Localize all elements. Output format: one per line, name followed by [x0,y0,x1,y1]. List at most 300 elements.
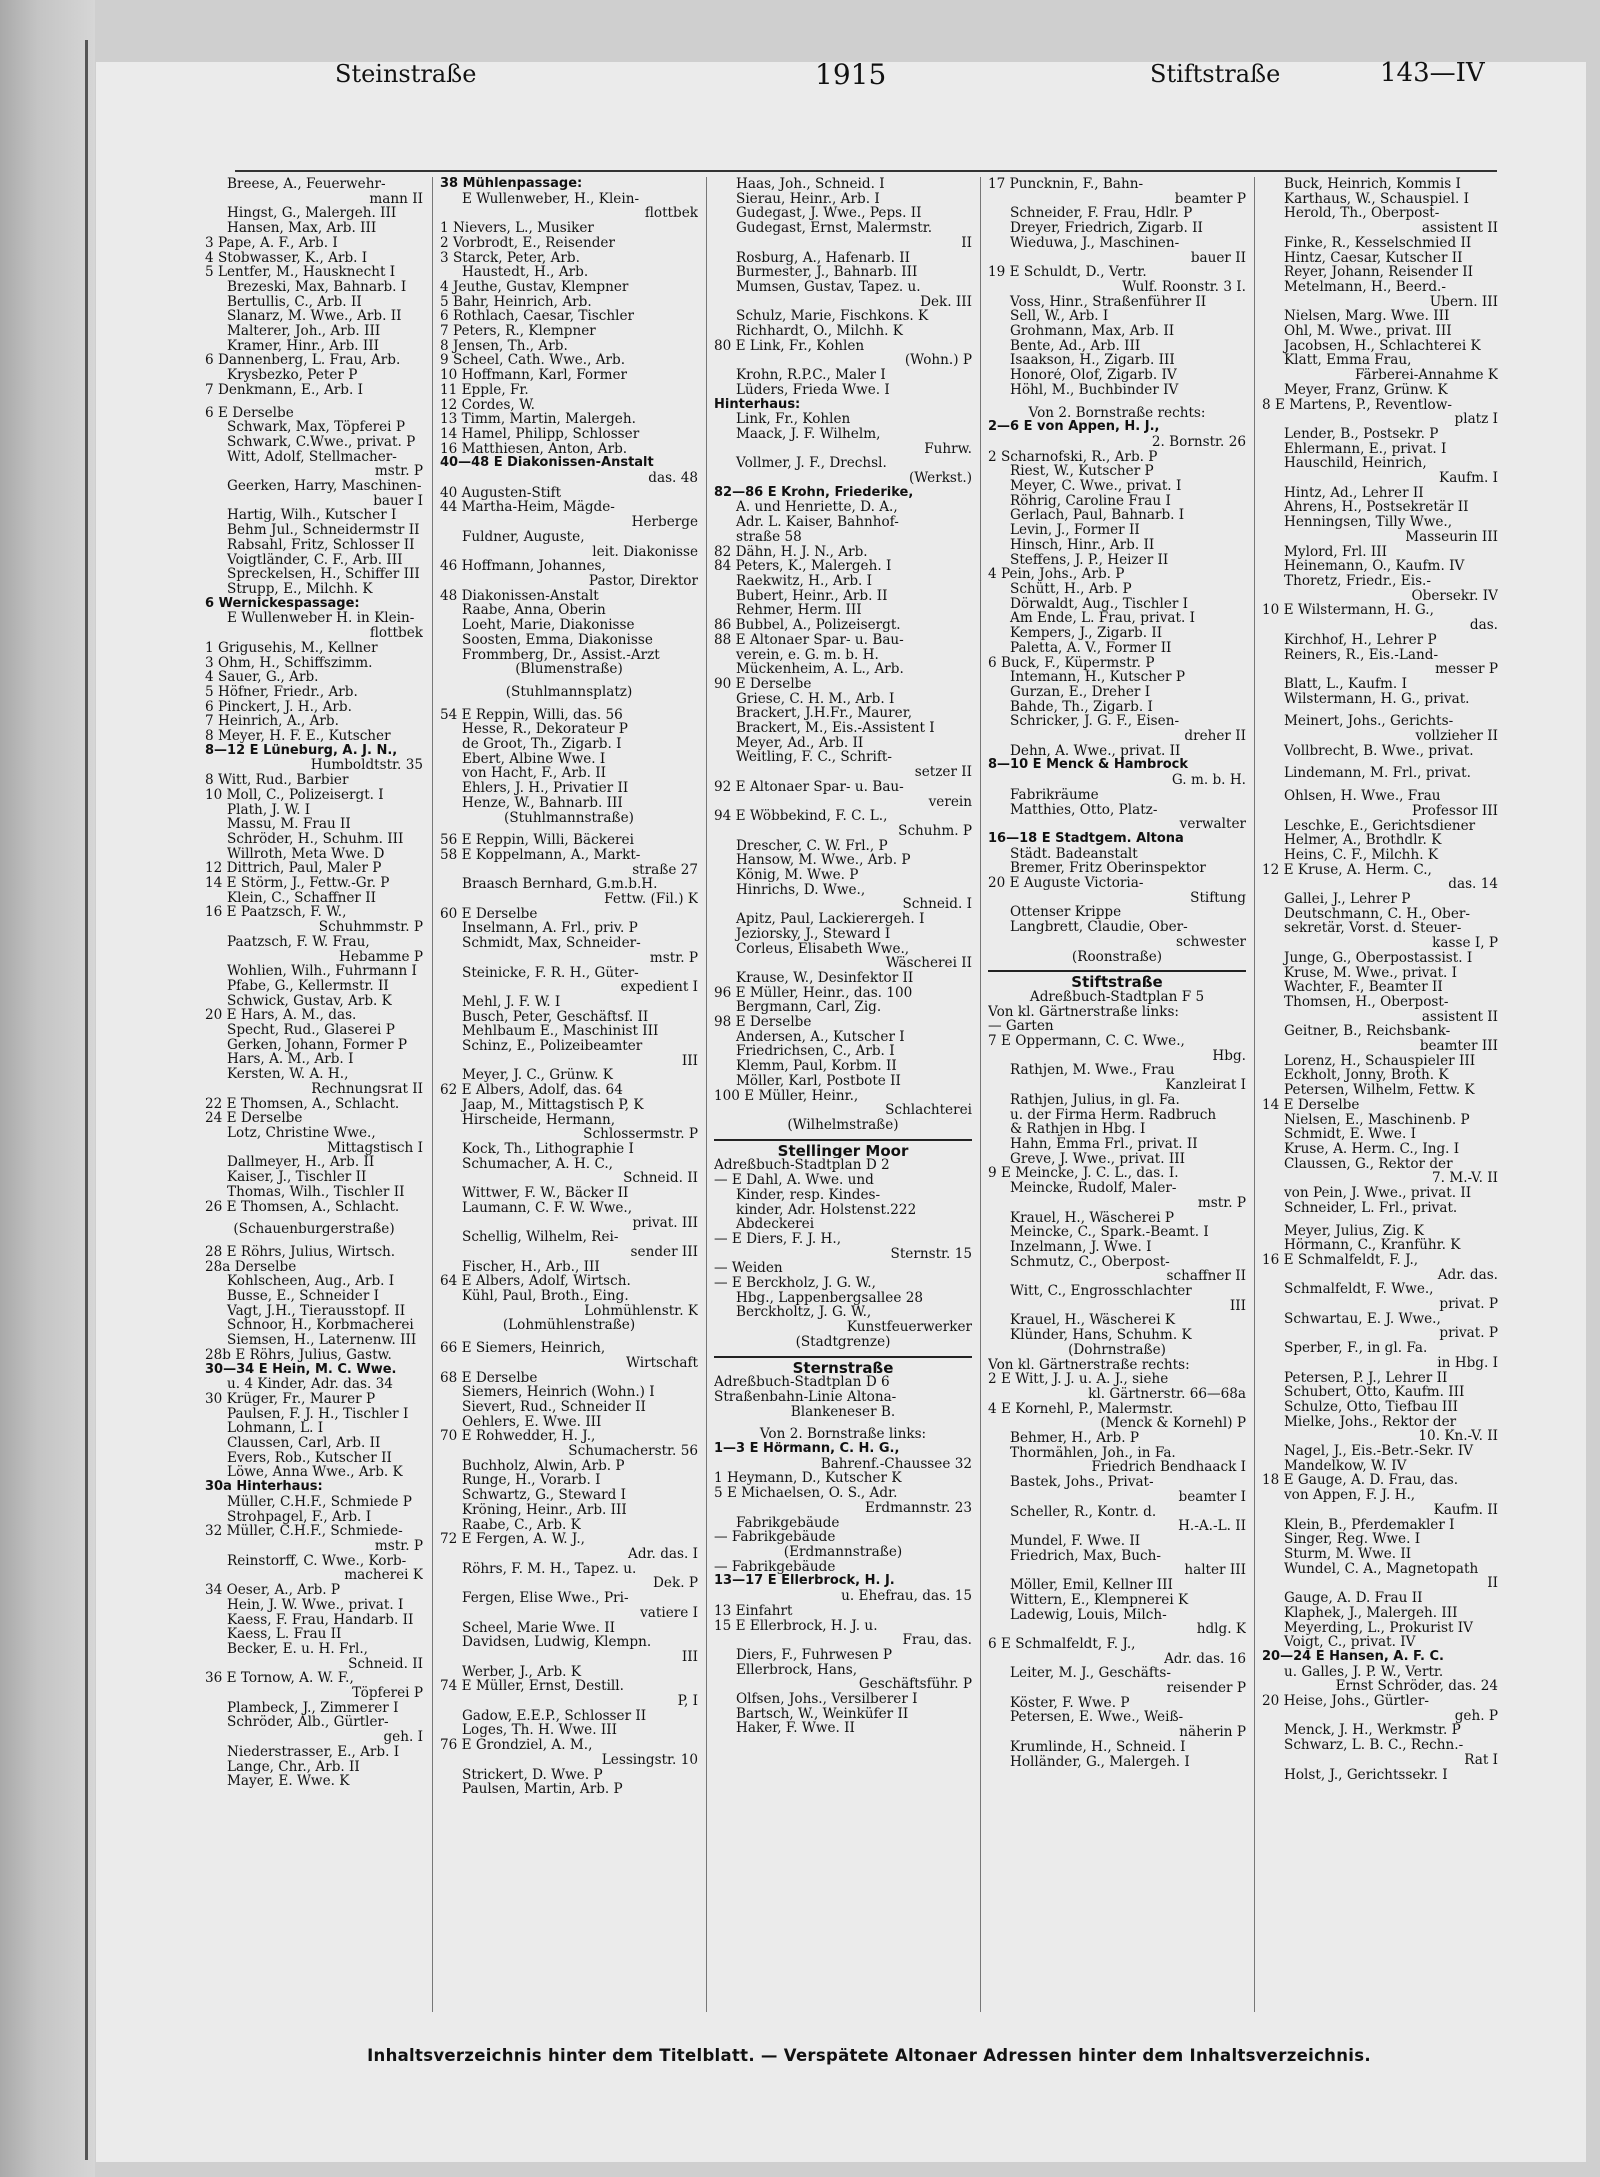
directory-entry: Gerken, Johann, Former P [227,1037,407,1053]
directory-entry: Meyerding, L., Prokurist IV [1284,1620,1473,1636]
directory-entry: Dreyer, Friedrich, Zigarb. II [1010,221,1203,236]
directory-entry: Meyer, Ad., Arb. II [736,735,864,751]
directory-entry: Schwick, Gustav, Arb. K [227,993,392,1009]
directory-entry: Claussen, Carl, Arb. II [227,1436,381,1451]
directory-entry: Thomsen, H., Oberpost- [1284,994,1449,1010]
directory-entry: 54 E Reppin, Willi, das. 56 [440,707,623,723]
directory-entry: Adr. das. [1437,1267,1498,1283]
directory-column-3 [714,177,972,2017]
directory-entry: Schneider, L. Frl., privat. [1284,1200,1458,1216]
directory-entry: Herberge [631,515,698,530]
directory-entry: Kramer, Hinr., Arb. III [227,338,380,354]
directory-entry: Wachter, F., Beamter II [1284,980,1443,995]
directory-entry: Röhrig, Caroline Frau I [1010,493,1171,509]
directory-entry: 100 E Müller, Heinr., [714,1088,859,1104]
directory-entry: 66 E Siemers, Heinrich, [440,1341,606,1356]
directory-entry: Humboldtstr. 35 [310,758,423,774]
directory-entry: 3 Pape, A. F., Arb. I [205,235,338,251]
directory-entry: macherei K [344,1568,423,1584]
header-left-street: Steinstraße [335,60,477,88]
directory-entry: Schellig, Wilhelm, Rei- [462,1230,619,1245]
directory-entry: Von kl. Gärtnerstraße links: [988,1004,1180,1020]
directory-entry: von Hacht, F., Arb. II [462,766,607,782]
directory-entry: Kaess, L. Frau II [227,1627,342,1642]
directory-entry: Hirscheide, Hermann, [462,1112,616,1128]
directory-entry: Ahrens, H., Postsekretär II [1284,500,1469,516]
directory-entry: Raabe, C., Arb. K [462,1517,581,1533]
directory-entry: Nielsen, E., Maschinenb. P [1284,1112,1470,1128]
cross-street-note: (Dohrnstraße) [1068,1342,1166,1358]
section-rule [714,1356,972,1358]
directory-entry: 20 E Hars, A. M., das. [205,1008,357,1024]
directory-entry: Fuldner, Auguste, [462,529,585,545]
directory-entry: 8 Meyer, H. F. E., Kutscher [205,729,391,744]
spacer [440,700,698,708]
directory-entry: Bahde, Th., Zigarb. I [1010,699,1153,715]
directory-entry: (Werkst.) [908,471,972,486]
directory-entry: Klatt, Emma Frau, [1284,353,1412,369]
directory-entry: Diers, F., Fuhrwesen P [736,1647,893,1663]
directory-entry: 34 Oeser, A., Arb. P [205,1583,341,1598]
directory-entry: Siemsen, H., Laternenw. III [227,1333,417,1348]
directory-entry: 82 Dähn, H. J. N., Arb. [714,544,868,560]
directory-entry: König, M. Wwe. P [736,868,859,883]
directory-entry: 4 E Kornehl, P., Malermstr. [988,1401,1174,1417]
directory-entry: Runge, H., Vorarb. I [462,1473,601,1489]
spacer [1262,1216,1498,1224]
directory-entry: Paulsen, Martin, Arb. P [462,1782,623,1797]
directory-entry: kl. Gärtnerstr. 66—68a [1088,1386,1246,1402]
directory-entry: 6 E Derselbe [205,405,294,421]
directory-entry: Gudegast, Ernst, Malermstr. [736,221,933,236]
directory-entry: Wilstermann, H. G., privat. [1284,691,1470,707]
directory-entry: sekretär, Vorst. d. Steuer- [1284,921,1462,937]
cross-street-note: (Stuhlmannstraße) [504,810,634,826]
directory-entry: Helmer, A., Brothdlr. K [1284,833,1442,848]
directory-entry: P, I [677,1694,698,1709]
directory-entry: 3 Ohm, H., Schiffszimm. [205,655,373,671]
directory-entry: III [681,1649,698,1665]
directory-entry: privat. III [632,1215,698,1231]
directory-entry: Adreßbuch-Stadtplan D 2 [714,1158,890,1174]
directory-entry: 9 Scheel, Cath. Wwe., Arb. [440,353,626,369]
directory-entry: von Appen, F. J. H., [1284,1488,1416,1503]
street-heading: Stiftstraße [1071,975,1163,990]
directory-entry: 58 E Koppelmann, A., Markt- [440,847,641,863]
directory-entry: 14 E Derselbe [1262,1097,1360,1113]
directory-entry: Holländer, G., Malergeh. I [1010,1754,1190,1770]
directory-entry: Bartsch, W., Weinküfer II [736,1706,909,1722]
directory-entry: 1 Grigusehis, M., Kellner [205,640,378,656]
directory-entry: Vagt, J.H., Tierausstopf. II [227,1303,406,1319]
directory-entry: Inzelmann, J. Wwe. I [1010,1239,1152,1255]
directory-entry: Gerlach, Paul, Bahnarb. I [1010,508,1185,524]
directory-entry: Rabsahl, Fritz, Schlosser II [227,537,415,553]
directory-entry: Strohpagel, F., Arb. I [227,1509,372,1525]
directory-entry: Siemers, Heinrich (Wohn.) I [462,1385,655,1400]
directory-entry: Kaufm. II [1433,1502,1498,1518]
directory-entry: Bertullis, C., Arb. II [227,294,362,310]
directory-entry: Apitz, Paul, Lackierergeh. I [736,912,925,927]
directory-entry: Wittern, E., Klempnerei K [1010,1592,1189,1608]
directory-entry: Willroth, Meta Wwe. D [227,846,385,862]
directory-entry: Reiners, R., Eis.-Land- [1284,647,1439,663]
house-entry: 82—86 E Krohn, Friederike, [714,485,914,500]
directory-entry: 10 E Wilstermann, H. G., [1262,603,1434,619]
directory-entry: Pfabe, G., Kellermstr. II [227,978,389,994]
directory-entry: Brackert, J.H.Fr., Maurer, [736,706,913,722]
directory-entry: 6 Rothlach, Caesar, Tischler [440,309,634,325]
column-divider [432,177,433,2012]
directory-entry: mann II [369,191,423,207]
directory-entry: Am Ende, L. Frau, privat. I [1010,611,1196,627]
directory-entry: 28 E Röhrs, Julius, Wirtsch. [205,1244,396,1260]
directory-entry: Ehlers, J. H., Privatier II [462,781,629,796]
directory-entry: Gadow, E.E.P., Schlosser II [462,1708,647,1724]
directory-entry: Menck, J. H., Werkmstr. P [1284,1723,1461,1739]
directory-entry: — E Berckholz, J. G. W., [714,1276,876,1291]
directory-entry: — Fabrikgebäude [714,1530,836,1545]
house-entry: 40—48 E Diakonissen-Anstalt [440,456,654,471]
directory-entry: Schnoor, H., Korbmacherei [227,1318,414,1334]
directory-entry: Schulz, Marie, Fischkons. K [736,309,929,325]
directory-entry: Dallmeyer, H., Arb. II [227,1155,375,1171]
directory-entry: Köster, F. Wwe. P [1010,1695,1130,1711]
house-entry: 13—17 E Ellerbrock, H. J. [714,1574,895,1589]
directory-entry: Hansow, M. Wwe., Arb. P [736,853,911,869]
directory-entry: Kaufm. I [1439,471,1498,486]
directory-entry: Adr. das. 16 [1164,1651,1246,1667]
directory-entry: Fabrikräume [1010,787,1099,803]
directory-entry: Masseurin III [1405,529,1498,545]
directory-entry: Lange, Chr., Arb. II [227,1759,360,1775]
directory-entry: Bubert, Heinr., Arb. II [736,588,888,604]
directory-entry: Laumann, C. F. W. Wwe., [462,1200,633,1216]
house-entry: 2—6 E von Appen, H. J., [988,420,1160,435]
directory-entry: 1 Heymann, D., Kutscher K [714,1471,902,1487]
directory-entry: Vollbrecht, B. Wwe., privat. [1284,743,1474,759]
directory-entry: Färberei-Annahme K [1355,368,1498,383]
directory-entry: Müller, C.H.F., Schmiede P [227,1494,412,1510]
directory-entry: Thoretz, Friedr., Eis.- [1284,573,1431,589]
directory-entry: Erdmannstr. 23 [864,1500,972,1516]
directory-entry: Kühl, Paul, Broth., Eing. [462,1289,629,1304]
directory-entry: Mehl, J. F. W. I [462,994,561,1010]
directory-entry: Lohmühlenstr. K [584,1303,698,1319]
directory-entry: E Wullenweber H. in Klein- [227,611,415,627]
house-entry: 16—18 E Stadtgem. Altona [988,831,1184,846]
directory-entry: Hahn, Emma Frl., privat. II [1010,1137,1198,1152]
directory-entry: 24 E Derselbe [205,1111,303,1126]
directory-entry: Reinstorff, C. Wwe., Korb- [227,1553,407,1569]
directory-entry: Dek. III [920,294,972,310]
directory-entry: 62 E Albers, Adolf, das. 64 [440,1083,623,1098]
directory-entry: Jaap, M., Mittagstisch P, K [462,1097,644,1113]
directory-entry: 2 Scharnofski, R., Arb. P [988,449,1158,465]
directory-entry: Städt. Badeanstalt [1010,846,1138,862]
directory-entry: Langbrett, Claudie, Ober- [1010,920,1188,935]
directory-entry: Kersten, W. A. H., [227,1067,349,1082]
directory-entry: Deutschmann, C. H., Ober- [1284,906,1471,922]
directory-entry: Wulf. Roonstr. 3 I. [1122,279,1246,295]
directory-entry: Schröder, Alb., Gürtler- [227,1715,389,1731]
directory-entry: 13 Einfahrt [714,1603,793,1619]
directory-entry: Krohn, R.P.C., Maler I [736,368,886,383]
spacer [988,398,1246,406]
directory-entry: Raabe, Anna, Oberin [462,603,606,619]
directory-entry: Haas, Joh., Schneid. I [736,177,885,192]
directory-entry: Levin, J., Former II [1010,523,1140,538]
directory-entry: Schütt, H., Arb. P [1010,581,1132,597]
directory-entry: Hinsch, Hinr., Arb. II [1010,537,1155,553]
directory-entry: assistent II [1421,1009,1498,1025]
header-right-street: Stiftstraße [1150,60,1281,88]
directory-entry: Mehlbaum E., Maschinist III [462,1024,659,1040]
directory-entry: Rathjen, Julius, in gl. Fa. [1010,1092,1180,1108]
directory-entry: Mandelkow, W. IV [1284,1458,1407,1474]
cross-street-note: (Wilhelmstraße) [787,1118,899,1133]
directory-entry: Werber, J., Arb. K [462,1664,581,1680]
directory-entry: Nagel, J., Eis.-Betr.-Sekr. IV [1284,1444,1474,1459]
directory-entry: verwalter [1179,817,1246,832]
directory-entry: Gallei, J., Lehrer P [1284,892,1411,907]
directory-entry: Link, Fr., Kohlen [736,412,851,427]
directory-entry: geh. P [1454,1708,1498,1724]
directory-entry: Mielke, Johs., Rektor der [1284,1414,1457,1430]
directory-entry: Gurzan, E., Dreher I [1010,684,1151,700]
directory-entry: Hingst, G., Malergeh. III [227,206,397,222]
directory-entry: Kruse, M. Wwe., privat. I [1284,965,1458,981]
directory-entry: Ladewig, Louis, Milch- [1010,1607,1167,1623]
directory-entry: Rathjen, M. Wwe., Frau [1010,1063,1175,1079]
directory-entry: Lorenz, H., Schauspieler III [1284,1053,1476,1069]
directory-entry: Matthies, Otto, Platz- [1010,802,1158,818]
spacer [205,1214,423,1222]
directory-entry: Wittwer, F. W., Bäcker II [462,1186,629,1201]
directory-entry: 10 Hoffmann, Karl, Former [440,368,628,383]
directory-entry: Meyer, Julius, Zig. K [1284,1223,1424,1239]
directory-entry: Ottenser Krippe [1010,905,1122,921]
directory-entry: 5 Bahr, Heinrich, Arb. [440,294,592,310]
directory-entry: Sternstr. 15 [890,1246,972,1262]
house-entry: 38 Mühlenpassage: [440,177,583,191]
directory-entry: 19 E Schuldt, D., Vertr. [988,265,1147,280]
directory-entry: assistent II [1421,221,1498,236]
directory-entry: 68 E Derselbe [440,1370,538,1386]
directory-entry: 98 E Derselbe [714,1015,812,1030]
directory-entry: Hein, J. W. Wwe., privat. I [227,1597,404,1613]
directory-entry: Steffens, J. P., Heizer II [1010,552,1169,568]
directory-entry: verein [928,794,972,810]
directory-entry: Paulsen, F. J. H., Tischler I [227,1406,409,1422]
header-year: 1915 [815,58,887,91]
directory-entry: Fabrikgebäude [736,1515,840,1531]
directory-entry: Kohlscheen, Aug., Arb. I [227,1274,395,1290]
directory-entry: Scheller, R., Kontr. d. [1010,1504,1157,1520]
directory-entry: Henningsen, Tilly Wwe., [1284,515,1453,530]
directory-entry: 16 E Paatzsch, F. W., [205,905,347,921]
directory-entry: Möller, Emil, Kellner III [1010,1578,1173,1593]
directory-entry: 6 Pinckert, J. H., Arb. [205,699,352,715]
directory-entry: 56 E Reppin, Willi, Bäckerei [440,833,634,848]
directory-entry: de Groot, Th., Zigarb. I [462,737,622,752]
street-heading: Sternstraße [792,1360,894,1376]
directory-entry: Ellerbrock, Hans, [736,1662,858,1678]
directory-entry: 36 E Tornow, A. W. F., [205,1671,354,1687]
directory-entry: Voigt, C., privat. IV [1284,1635,1416,1650]
directory-entry: näherin P [1179,1725,1246,1740]
directory-entry: Pastor, Direktor [588,573,698,589]
directory-entry: Meincke, C., Spark.-Beamt. I [1010,1225,1209,1240]
directory-entry: Schubert, Otto, Kaufm. III [1284,1385,1465,1400]
directory-entry: Adreßbuch-Stadtplan D 6 [714,1375,890,1390]
directory-entry: Jacobsen, H., Schlachterei K [1284,338,1481,354]
directory-entry: (Menck & Kornehl) P [1100,1416,1246,1432]
directory-entry: privat. P [1439,1297,1498,1312]
directory-entry: Busse, E., Schneider I [227,1289,380,1304]
directory-entry: Lüders, Frieda Wwe. I [736,382,890,398]
directory-entry: Finke, R., Kesselschmied II [1284,235,1472,251]
house-entry: 20—24 E Hansen, A. F. C. [1262,1649,1444,1664]
directory-entry: 74 E Müller, Ernst, Destill. [440,1679,624,1695]
cross-street-note: Adreßbuch-Stadtplan F 5 [1029,989,1205,1005]
directory-entry: Hartig, Wilh., Kutscher I [227,508,397,524]
directory-entry: 16 E Schmalfeldt, F. J., [1262,1252,1419,1268]
directory-entry: 12 Dittrich, Paul, Maler P [205,861,382,877]
directory-entry: Übern. III [1429,294,1498,310]
directory-entry: Schumacherstr. 56 [568,1444,698,1459]
spacer [205,1237,423,1245]
directory-entry: Krauel, H., Wäscherei K [1010,1313,1176,1329]
directory-entry: Specht, Rud., Glaserei P [227,1023,395,1038]
column-divider [980,177,981,2012]
directory-entry: Rehmer, Herm. III [736,603,862,619]
directory-entry: Löwe, Anna Wwe., Arb. K [227,1465,403,1481]
directory-entry: 10 Moll, C., Polizeisergt. I [205,787,384,803]
directory-entry: 2. Bornstr. 26 [1151,434,1246,450]
directory-entry: Grohmann, Max, Arb. II [1010,324,1175,339]
directory-entry: Intemann, H., Kutscher P [1010,670,1186,685]
directory-entry: Sierau, Heinr., Arb. I [736,191,880,207]
directory-entry: Junge, G., Oberpostassist. I [1284,950,1473,966]
house-entry: 30—34 E Hein, M. C. Wwe. [205,1362,397,1377]
directory-entry: Töpferei P [352,1686,423,1701]
directory-entry: Plambeck, J., Zimmerer I [227,1700,399,1716]
house-entry: 30a Hinterhaus: [205,1480,323,1495]
directory-entry: 6 Buck, F., Küpermstr. P [988,655,1155,671]
directory-entry: expedient I [620,980,698,995]
directory-entry: Klünder, Hans, Schuhm. K [1010,1328,1192,1343]
directory-entry: 18 E Gauge, A. D. Frau, das. [1262,1473,1459,1489]
directory-entry: mstr. P [1197,1195,1246,1211]
directory-entry: Mundel, F. Wwe. II [1010,1533,1141,1549]
directory-entry: Sperber, F., in gl. Fa. [1284,1341,1428,1356]
directory-entry: III [1229,1298,1246,1314]
directory-entry: Hars, A. M., Arb. I [227,1052,354,1068]
directory-entry: Griese, C. H. M., Arb. I [736,691,895,707]
directory-entry: Kempers, J., Zigarb. II [1010,626,1163,641]
directory-entry: Brezeski, Max, Bahnarb. I [227,279,407,295]
directory-entry: 7 E Oppermann, C. C. Wwe., [988,1034,1185,1049]
directory-entry: 8 Jensen, Th., Arb. [440,338,568,354]
directory-entry: Kröning, Heinr., Arb. III [462,1502,627,1518]
directory-entry: Schwark, C.Wwe., privat. P [227,434,416,450]
directory-entry: Meyer, J. C., Grünw. K [462,1068,613,1084]
directory-entry: Andersen, A., Kutscher I [736,1029,905,1045]
directory-entry: Berckholtz, J. G. W., [736,1305,872,1321]
directory-entry: 5 E Michaelsen, O. S., Adr. [714,1486,898,1501]
directory-entry: 4 Sauer, G., Arb. [205,670,319,685]
directory-entry: Soosten, Emma, Diakonisse [462,632,653,648]
directory-entry: 13 Timm, Martin, Malergeh. [440,412,636,427]
directory-entry: Rosburg, A., Hafenarb. II [736,250,910,266]
directory-entry: 96 E Müller, Heinr., das. 100 [714,985,913,1001]
directory-entry: Gudegast, J. Wwe., Peps. II [736,206,922,222]
directory-entry: Spreckelsen, H., Schiffer III [227,567,420,582]
directory-entry: Petersen, E. Wwe., Weiß- [1010,1710,1184,1726]
directory-entry: Hintz, Ad., Lehrer II [1284,485,1424,501]
directory-entry: straße 27 [632,862,698,878]
directory-entry: Kunstfeuerwerker [846,1320,972,1335]
directory-entry: 60 E Derselbe [440,906,538,922]
directory-entry: Malterer, Joh., Arb. III [227,324,381,339]
directory-entry: (Wohn.) P [904,353,972,369]
directory-entry: Stiftung [1190,890,1246,906]
directory-entry: Lender, B., Postsekr. P [1284,426,1439,442]
directory-entry: u. Ehefrau, das. 15 [841,1589,972,1604]
directory-entry: 15 E Ellerbrock, H. J. u. [714,1618,878,1634]
directory-entry: Petersen, P. J., Lehrer II [1284,1370,1448,1386]
directory-entry: Brackert, M., Eis.-Assistent I [736,721,935,736]
directory-column-1 [205,177,423,2017]
directory-entry: flottbek [369,626,423,641]
directory-entry: 14 E Störm, J., Fettw.-Gr. P [205,876,390,891]
directory-entry: u. 4 Kinder, Adr. das. 34 [227,1377,393,1392]
section-rule [988,970,1246,972]
directory-entry: Meyer, Franz, Grünw. K [1284,382,1448,398]
directory-entry: 26 E Thomsen, A., Schlacht. [205,1199,400,1215]
house-entry: 1—3 E Hörmann, C. H. G., [714,1442,900,1457]
directory-entry: Hauschild, Heinrich, [1284,456,1427,472]
directory-entry: 9 E Meincke, J. C. L., das. I. [988,1166,1179,1182]
directory-entry: bauer I [373,493,423,509]
house-entry: 8—12 E Lüneburg, A. J. N., [205,743,398,758]
directory-entry: 94 E Wöbbekind, F. C. L., [714,809,888,824]
directory-entry: 4 Stobwasser, K., Arb. I [205,250,368,266]
directory-entry: Braasch Bernhard, G.m.b.H. [462,877,658,893]
directory-entry: 2 E Witt, J. J. u. A. J., siehe [988,1372,1169,1387]
directory-entry: mstr. P [374,1538,423,1554]
directory-entry: Straßenbahn-Linie Altona- [714,1389,897,1405]
directory-entry: das. [1469,618,1498,633]
directory-column-5 [1262,177,1498,2017]
directory-entry: Frau, das. [902,1633,972,1648]
directory-entry: Oehlers, E. Wwe. III [462,1414,602,1430]
directory-entry: & Rathjen in Hbg. I [1010,1122,1146,1137]
directory-entry: Krause, W., Desinfektor II [736,970,914,986]
directory-entry: Friedrich, Max, Buch- [1010,1548,1161,1564]
directory-entry: beamter P [1174,191,1246,207]
directory-entry: 76 E Grondziel, A. M., [440,1738,593,1753]
directory-entry: Hansen, Max, Arb. III [227,221,377,236]
directory-entry: Scheel, Marie Wwe. II [462,1620,616,1636]
house-entry: Hinterhaus: [714,397,801,412]
directory-entry: 5 Höfner, Friedr., Arb. [205,684,358,700]
directory-entry: 7. M.-V. II [1432,1171,1498,1187]
directory-entry: Singer, Reg. Wwe. I [1284,1532,1421,1547]
cross-street-note: Von 2. Bornstraße links: [759,1427,927,1443]
directory-entry: Kirchhof, H., Lehrer P [1284,632,1437,648]
